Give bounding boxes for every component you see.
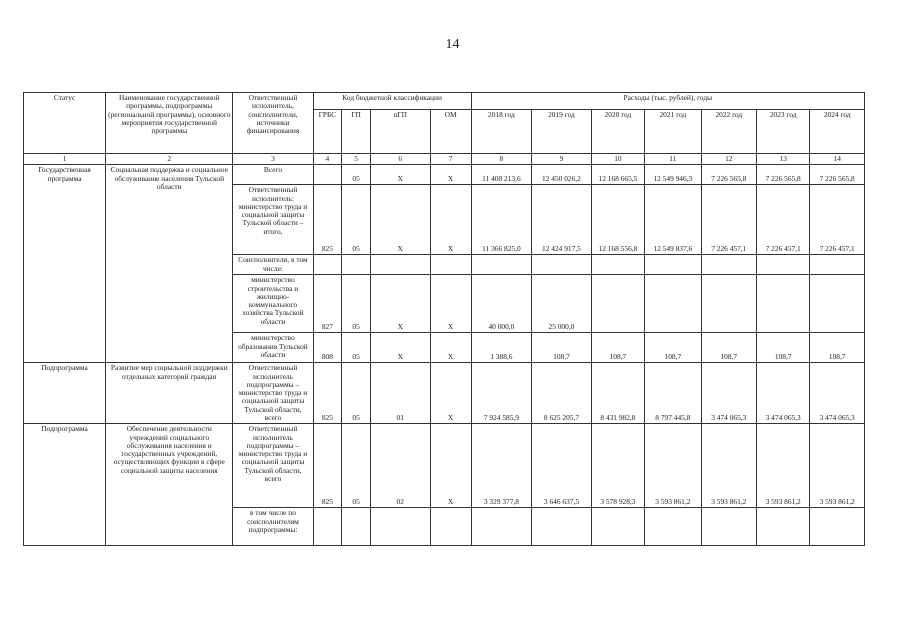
responsible-cell: в том числе по соисполнителям подпрограммы: [233,508,313,546]
status-cell: Подпрограмма [24,424,106,546]
value-cell: 3 593 861,2 [645,424,701,508]
value-cell: 108,7 [591,333,644,363]
value-cell: 7 226 457,1 [810,185,865,255]
header-year: 2023 год [757,110,810,154]
header-row-1 [24,93,865,110]
value-cell: 7 226 565,8 [810,165,865,185]
value-cell: 12 168 556,8 [591,185,644,255]
column-number: 2 [106,154,233,165]
value-cell: 12 450 026,2 [532,165,592,185]
responsible-cell: Всего [233,165,313,185]
value-cell [810,275,865,333]
pgp-cell: Х [370,275,430,333]
column-number: 10 [591,154,644,165]
name-cell: Социальная поддержка и социальное обслуживание населения Тульской области [106,165,233,363]
header-budget-code: Код бюджетной классификации [313,93,471,110]
pgp-cell [370,508,430,546]
value-cell: 108,7 [810,333,865,363]
gp-cell: 05 [342,165,371,185]
header-status: Статус [24,93,106,154]
header-responsible: Ответственный исполнитель, соисполнители, источники финансирования [233,93,313,154]
pgp-cell: 02 [370,424,430,508]
value-cell: 12 168 665,5 [591,165,644,185]
grbs-cell: 825 [313,363,342,424]
gp-cell [342,508,371,546]
value-cell: 3 474 065,3 [810,363,865,424]
header-om: ОМ [430,110,471,154]
pgp-cell: 01 [370,363,430,424]
om-cell: Х [430,363,471,424]
responsible-cell: Ответственный исполнитель: министерство труда и социальной защиты Тульской области – итого, [233,185,313,255]
status-cell: Государственная программа [24,165,106,363]
gp-cell: 05 [342,275,371,333]
gp-cell: 05 [342,424,371,508]
value-cell: 11 408 213,6 [471,165,532,185]
column-number: 5 [342,154,371,165]
budget-table [23,92,865,546]
value-cell: 8 431 982,8 [591,363,644,424]
header-expenses: Расходы (тыс. рублей), годы [471,93,864,110]
value-cell: 3 593 861,2 [701,424,756,508]
om-cell [430,255,471,275]
header-year: 2022 год [701,110,756,154]
value-cell [701,508,756,546]
value-cell: 3 474 065,3 [757,363,810,424]
grbs-cell: 808 [313,333,342,363]
grbs-cell: 825 [313,424,342,508]
header-grbs: ГРБС [313,110,342,154]
value-cell [471,508,532,546]
column-number: 12 [701,154,756,165]
value-cell: 8 797 445,8 [645,363,701,424]
status-cell: Подпрограмма [24,363,106,424]
responsible-cell: Ответственный исполнитель подпрограммы – министерство труда и социальной защиты Тульской области, всего [233,363,313,424]
om-cell [430,508,471,546]
value-cell [757,255,810,275]
value-cell: 12 424 917,5 [532,185,592,255]
value-cell: 108,7 [757,333,810,363]
value-cell [532,255,592,275]
pgp-cell: Х [370,165,430,185]
table-row [24,424,865,508]
value-cell: 7 226 457,1 [701,185,756,255]
column-number: 14 [810,154,865,165]
header-year: 2019 год [532,110,592,154]
value-cell: 7 226 457,1 [757,185,810,255]
om-cell: Х [430,333,471,363]
gp-cell: 05 [342,363,371,424]
name-cell: Обеспечение деятельности учреждений социального обслуживания населения и государственных учреждений, осуществляющих функции в сфере социальной защиты населения [106,424,233,546]
gp-cell: 05 [342,333,371,363]
grbs-cell [313,255,342,275]
value-cell [757,275,810,333]
value-cell [810,255,865,275]
value-cell [701,255,756,275]
grbs-cell [313,165,342,185]
value-cell [701,275,756,333]
table-row [24,363,865,424]
responsible-cell: Соисполнители, в том числе: [233,255,313,275]
value-cell: 25 000,0 [532,275,592,333]
column-number: 9 [532,154,592,165]
column-number: 13 [757,154,810,165]
gp-cell [342,255,371,275]
value-cell [532,508,592,546]
column-number-row [24,154,865,165]
om-cell: Х [430,424,471,508]
value-cell [645,255,701,275]
header-year: 2018 год [471,110,532,154]
value-cell: 3 593 861,2 [757,424,810,508]
responsible-cell: Ответственный исполнитель подпрограммы – министерство труда и социальной защиты Тульской области, всего [233,424,313,508]
value-cell [757,508,810,546]
om-cell: Х [430,185,471,255]
value-cell: 3 646 637,5 [532,424,592,508]
grbs-cell: 827 [313,275,342,333]
responsible-cell: министерство строительства и жилищно-коммунального хозяйства Тульской области [233,275,313,333]
value-cell [591,255,644,275]
value-cell [645,508,701,546]
header-pgp: пГП [370,110,430,154]
value-cell [645,275,701,333]
page-number: 14 [445,37,460,52]
column-number: 4 [313,154,342,165]
pgp-cell: Х [370,333,430,363]
column-number: 1 [24,154,106,165]
value-cell [471,255,532,275]
column-number: 8 [471,154,532,165]
grbs-cell: 825 [313,185,342,255]
value-cell: 3 578 928,3 [591,424,644,508]
value-cell: 108,7 [532,333,592,363]
value-cell [810,508,865,546]
column-number: 6 [370,154,430,165]
grbs-cell [313,508,342,546]
pgp-cell: Х [370,185,430,255]
value-cell: 1 388,6 [471,333,532,363]
header-year: 2020 год [591,110,644,154]
header-name: Наименование государственной программы, подпрограммы (региональной программы), основного мероприятия государственной программы [106,93,233,154]
gp-cell: 05 [342,185,371,255]
table-row [24,165,865,185]
value-cell [591,508,644,546]
column-number: 3 [233,154,313,165]
om-cell: Х [430,165,471,185]
header-gp: ГП [342,110,371,154]
value-cell: 3 329 377,8 [471,424,532,508]
responsible-cell: министерство образования Тульской области [233,333,313,363]
value-cell: 108,7 [701,333,756,363]
value-cell: 40 000,0 [471,275,532,333]
column-number: 7 [430,154,471,165]
value-cell: 12 549 946,3 [645,165,701,185]
value-cell: 108,7 [645,333,701,363]
value-cell: 3 593 861,2 [810,424,865,508]
header-year: 2021 год [645,110,701,154]
value-cell: 12 549 837,6 [645,185,701,255]
column-number: 11 [645,154,701,165]
value-cell: 8 625 205,7 [532,363,592,424]
om-cell: Х [430,275,471,333]
value-cell: 7 226 565,8 [757,165,810,185]
header-year: 2024 год [810,110,865,154]
value-cell: 7 226 565,8 [701,165,756,185]
value-cell: 7 924 585,9 [471,363,532,424]
pgp-cell [370,255,430,275]
value-cell: 3 474 065,3 [701,363,756,424]
name-cell: Развитие мер социальной поддержки отдельных категорий граждан [106,363,233,424]
value-cell: 11 366 825,0 [471,185,532,255]
value-cell [591,275,644,333]
